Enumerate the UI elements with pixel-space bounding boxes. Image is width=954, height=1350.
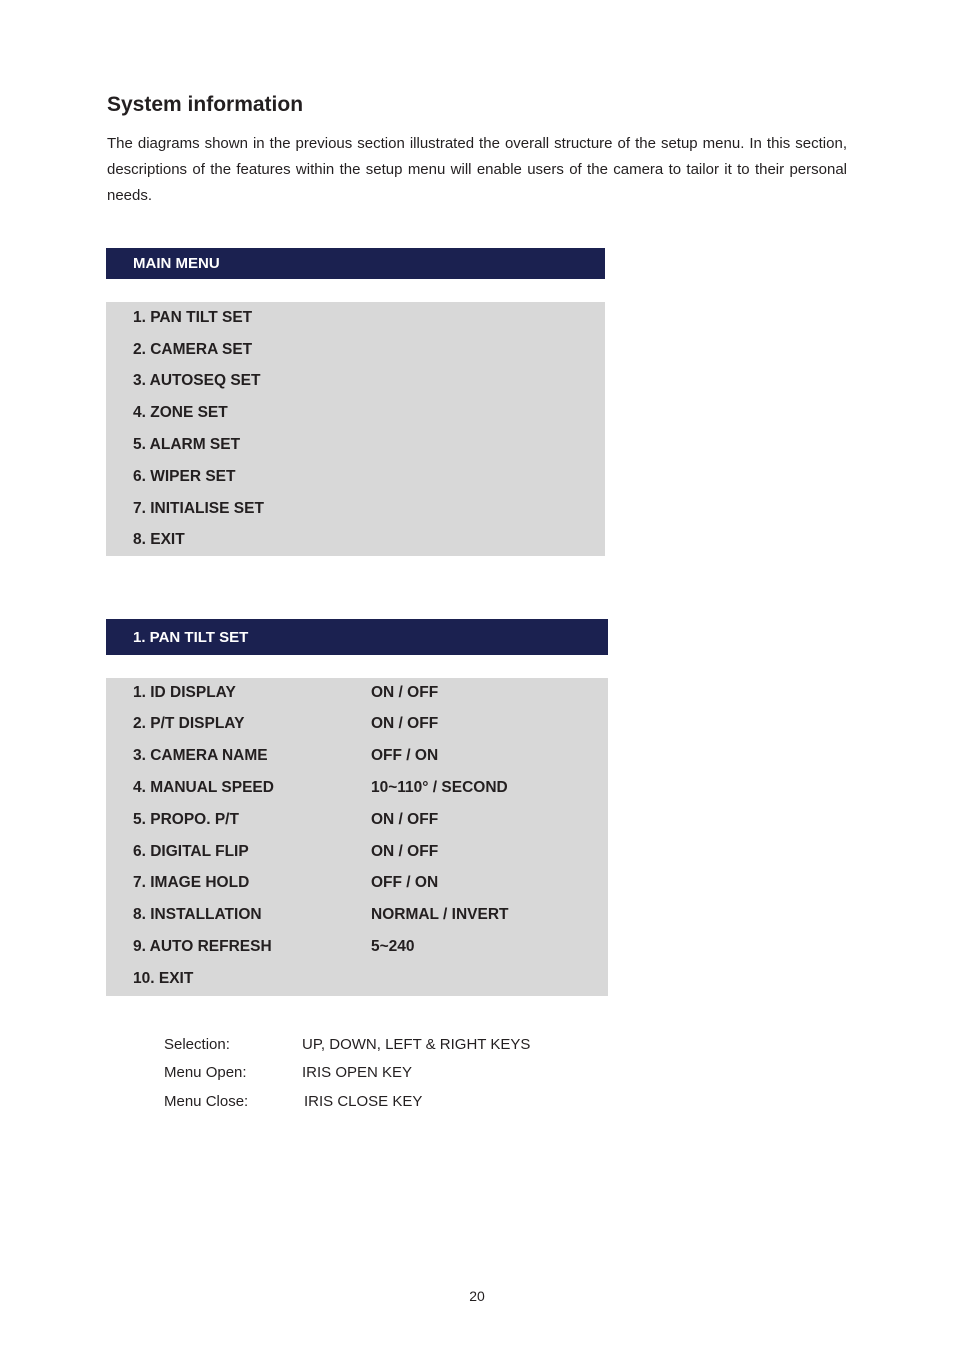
pan-tilt-menu-box	[106, 678, 608, 996]
key-value: IRIS CLOSE KEY	[304, 1093, 423, 1110]
pan-tilt-item-label: 10. EXIT	[133, 970, 194, 987]
pan-tilt-item-value: ON / OFF	[371, 684, 439, 701]
main-menu-item: 6. WIPER SET	[133, 468, 236, 485]
main-menu-item: 1. PAN TILT SET	[133, 309, 253, 326]
pan-tilt-item-label: 9. AUTO REFRESH	[133, 938, 272, 955]
pan-tilt-item-label: 3. CAMERA NAME	[133, 747, 268, 764]
key-label: Selection:	[164, 1036, 230, 1053]
pan-tilt-item-label: 8. INSTALLATION	[133, 906, 262, 923]
pan-tilt-item-value: ON / OFF	[371, 843, 439, 860]
page-title: System information	[107, 93, 304, 116]
main-menu-item: 4. ZONE SET	[133, 404, 228, 421]
main-menu-item: 8. EXIT	[133, 531, 185, 548]
pan-tilt-item-value: ON / OFF	[371, 811, 439, 828]
pan-tilt-item-value: NORMAL / INVERT	[371, 906, 509, 923]
pan-tilt-item-value: ON / OFF	[371, 715, 439, 732]
pan-tilt-item-label: 4. MANUAL SPEED	[133, 779, 274, 796]
intro-paragraph: The diagrams shown in the previous section illustrated the overall structure of the setup menu. In this section, descriptions of the features within the setup menu will enable users of the camera to tailor it to their personal needs.	[107, 135, 847, 204]
main-menu-box	[106, 302, 605, 556]
pan-tilt-item-label: 2. P/T DISPLAY	[133, 715, 245, 732]
key-value: UP, DOWN, LEFT & RIGHT KEYS	[302, 1036, 531, 1053]
key-value: IRIS OPEN KEY	[302, 1064, 413, 1081]
pan-tilt-item-label: 1. ID DISPLAY	[133, 684, 236, 701]
key-label: Menu Open:	[164, 1064, 247, 1081]
key-label: Menu Close:	[164, 1093, 249, 1110]
main-menu-item: 2. CAMERA SET	[133, 341, 253, 358]
main-menu-item: 7. INITIALISE SET	[133, 500, 264, 517]
pan-tilt-item-value: 5~240	[371, 938, 415, 955]
pan-tilt-item-value: OFF / ON	[371, 874, 439, 891]
page-number: 20	[469, 1288, 485, 1304]
pan-tilt-item-value: OFF / ON	[371, 747, 439, 764]
main-menu-header	[106, 248, 605, 279]
pan-tilt-menu-header	[106, 619, 608, 655]
pan-tilt-menu-header-label: 1. PAN TILT SET	[133, 628, 249, 646]
main-menu-item: 5. ALARM SET	[133, 436, 241, 453]
pan-tilt-item-label: 5. PROPO. P/T	[133, 811, 239, 828]
pan-tilt-item-label: 6. DIGITAL FLIP	[133, 843, 249, 860]
main-menu-header-label: MAIN MENU	[133, 255, 220, 272]
pan-tilt-item-label: 7. IMAGE HOLD	[133, 874, 250, 891]
pan-tilt-item-value: 10~110° / SECOND	[371, 779, 508, 796]
main-menu-item: 3. AUTOSEQ SET	[133, 372, 261, 389]
